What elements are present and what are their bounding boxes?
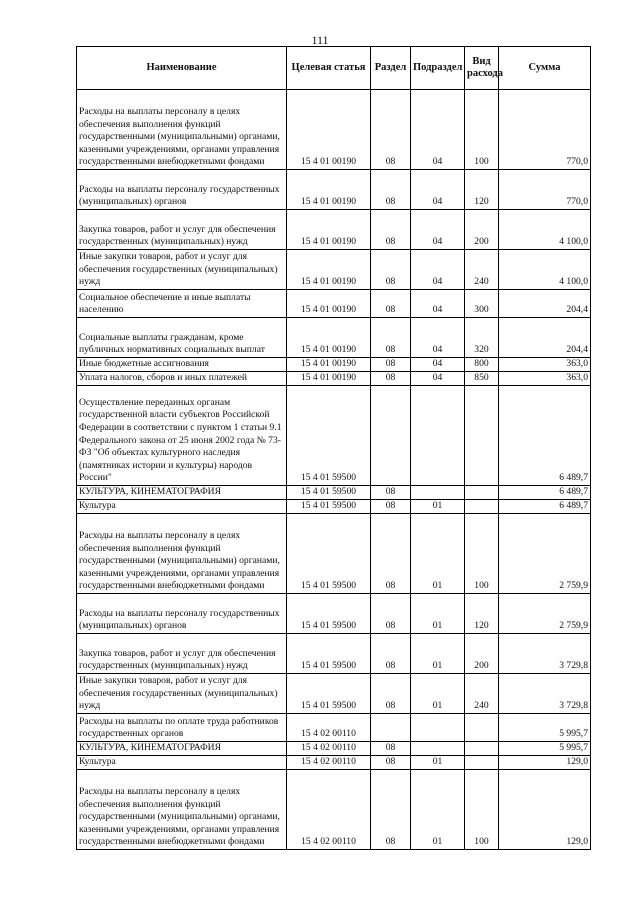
- header-sum: Сумма: [499, 47, 591, 90]
- cell-target-article: 15 4 01 00190: [287, 250, 371, 290]
- cell-name: Закупка товаров, работ и услуг для обеспечения государственных (муниципальных) нужд: [77, 210, 287, 250]
- table-row: [77, 250, 591, 290]
- cell-name: Культура: [77, 756, 287, 770]
- cell-sum: 6 489,7: [499, 386, 591, 486]
- cell-expense-type: 850: [465, 372, 499, 386]
- table-row: [77, 386, 591, 486]
- cell-expense-type: 800: [465, 358, 499, 372]
- cell-sum: 3 729,8: [499, 674, 591, 714]
- header-subsection: Подраздел: [411, 47, 465, 90]
- cell-subsection: 04: [411, 210, 465, 250]
- cell-target-article: 15 4 01 59500: [287, 500, 371, 514]
- budget-table: [76, 46, 591, 850]
- cell-name: Расходы на выплаты персоналу государственных (муниципальных) органов: [77, 170, 287, 210]
- cell-target-article: 15 4 01 59500: [287, 594, 371, 634]
- cell-name: Культура: [77, 500, 287, 514]
- cell-expense-type: [465, 742, 499, 756]
- cell-section: 08: [371, 210, 411, 250]
- table-row: [77, 290, 591, 318]
- cell-section: [371, 714, 411, 742]
- cell-sum: 4 100,0: [499, 250, 591, 290]
- cell-expense-type: 300: [465, 290, 499, 318]
- cell-name: КУЛЬТУРА, КИНЕМАТОГРАФИЯ: [77, 742, 287, 756]
- cell-target-article: 15 4 01 59500: [287, 634, 371, 674]
- cell-sum: 204,4: [499, 290, 591, 318]
- cell-subsection: [411, 742, 465, 756]
- cell-name: Расходы на выплаты персоналу в целях обеспечения выполнения функций государственными (муниципальными) органами, казенными учреждениями, органами управления государственными внебюджетными фондами: [77, 770, 287, 850]
- cell-sum: 6 489,7: [499, 500, 591, 514]
- cell-subsection: [411, 486, 465, 500]
- cell-name: Расходы на выплаты по оплате труда работников государственных органов: [77, 714, 287, 742]
- cell-expense-type: [465, 756, 499, 770]
- cell-section: 08: [371, 674, 411, 714]
- cell-sum: 5 995,7: [499, 742, 591, 756]
- cell-name: Расходы на выплаты персоналу в целях обеспечения выполнения функций государственными (муниципальными) органами, казенными учреждениями, органами управления государственными внебюджетными фондами: [77, 514, 287, 594]
- cell-target-article: 15 4 01 00190: [287, 290, 371, 318]
- table-header-row: [77, 47, 591, 90]
- cell-target-article: 15 4 02 00110: [287, 714, 371, 742]
- table-row: [77, 318, 591, 358]
- cell-expense-type: 200: [465, 210, 499, 250]
- cell-section: 08: [371, 486, 411, 500]
- cell-target-article: 15 4 01 59500: [287, 514, 371, 594]
- cell-subsection: 04: [411, 290, 465, 318]
- table-row: [77, 714, 591, 742]
- cell-section: 08: [371, 250, 411, 290]
- cell-section: 08: [371, 318, 411, 358]
- cell-sum: 129,0: [499, 770, 591, 850]
- cell-section: [371, 386, 411, 486]
- cell-expense-type: [465, 714, 499, 742]
- cell-name: Уплата налогов, сборов и иных платежей: [77, 372, 287, 386]
- cell-section: 08: [371, 358, 411, 372]
- cell-subsection: 04: [411, 90, 465, 170]
- cell-sum: 4 100,0: [499, 210, 591, 250]
- cell-name: Иные закупки товаров, работ и услуг для обеспечения государственных (муниципальных) нужд: [77, 250, 287, 290]
- cell-sum: 770,0: [499, 170, 591, 210]
- header-section: Раздел: [371, 47, 411, 90]
- cell-subsection: 01: [411, 674, 465, 714]
- cell-target-article: 15 4 02 00110: [287, 756, 371, 770]
- cell-sum: 2 759,9: [499, 594, 591, 634]
- cell-name: Иные бюджетные ассигнования: [77, 358, 287, 372]
- cell-target-article: 15 4 02 00110: [287, 742, 371, 756]
- cell-target-article: 15 4 01 00190: [287, 210, 371, 250]
- header-expense-type: Вид расхода: [465, 47, 499, 90]
- cell-subsection: 01: [411, 634, 465, 674]
- cell-expense-type: [465, 386, 499, 486]
- cell-sum: 363,0: [499, 372, 591, 386]
- header-target-article: Целевая статья: [287, 47, 371, 90]
- cell-expense-type: 240: [465, 674, 499, 714]
- cell-sum: 2 759,9: [499, 514, 591, 594]
- cell-expense-type: 100: [465, 90, 499, 170]
- cell-expense-type: 200: [465, 634, 499, 674]
- cell-subsection: 01: [411, 514, 465, 594]
- cell-expense-type: 120: [465, 594, 499, 634]
- cell-subsection: 04: [411, 170, 465, 210]
- cell-target-article: 15 4 01 00190: [287, 90, 371, 170]
- cell-subsection: 04: [411, 372, 465, 386]
- cell-expense-type: 120: [465, 170, 499, 210]
- table-row: [77, 756, 591, 770]
- cell-section: 08: [371, 372, 411, 386]
- cell-sum: 3 729,8: [499, 634, 591, 674]
- table-row: [77, 770, 591, 850]
- cell-target-article: 15 4 02 00110: [287, 770, 371, 850]
- table-row: [77, 500, 591, 514]
- cell-name: Социальные выплаты гражданам, кроме публичных нормативных социальных выплат: [77, 318, 287, 358]
- cell-subsection: 04: [411, 358, 465, 372]
- cell-subsection: 04: [411, 250, 465, 290]
- cell-subsection: 04: [411, 318, 465, 358]
- cell-name: Осуществление переданных органам государственной власти субъектов Российской Федерации в соответствии с пунктом 1 статьи 9.1 Федерального закона от 25 июня 2002 года № 73-ФЗ "Об объектах культурного наследия (памятниках истории и культуры) народов России": [77, 386, 287, 486]
- cell-name: Закупка товаров, работ и услуг для обеспечения государственных (муниципальных) нужд: [77, 634, 287, 674]
- cell-expense-type: 100: [465, 514, 499, 594]
- header-name: Наименование: [77, 47, 287, 90]
- cell-sum: 363,0: [499, 358, 591, 372]
- cell-section: 08: [371, 514, 411, 594]
- table-row: [77, 594, 591, 634]
- cell-name: КУЛЬТУРА, КИНЕМАТОГРАФИЯ: [77, 486, 287, 500]
- cell-subsection: [411, 714, 465, 742]
- cell-expense-type: [465, 486, 499, 500]
- cell-expense-type: 320: [465, 318, 499, 358]
- cell-section: 08: [371, 500, 411, 514]
- cell-subsection: [411, 386, 465, 486]
- cell-section: 08: [371, 756, 411, 770]
- table-row: [77, 674, 591, 714]
- table-row: [77, 486, 591, 500]
- cell-subsection: 01: [411, 756, 465, 770]
- cell-sum: 129,0: [499, 756, 591, 770]
- table-row: [77, 170, 591, 210]
- cell-target-article: 15 4 01 00190: [287, 170, 371, 210]
- table-row: [77, 634, 591, 674]
- table-row: [77, 90, 591, 170]
- cell-target-article: 15 4 01 00190: [287, 372, 371, 386]
- cell-section: 08: [371, 634, 411, 674]
- cell-subsection: 01: [411, 770, 465, 850]
- cell-subsection: 01: [411, 500, 465, 514]
- cell-section: 08: [371, 290, 411, 318]
- table-row: [77, 372, 591, 386]
- cell-sum: 5 995,7: [499, 714, 591, 742]
- cell-sum: 770,0: [499, 90, 591, 170]
- cell-target-article: 15 4 01 00190: [287, 358, 371, 372]
- cell-section: 08: [371, 90, 411, 170]
- cell-sum: 6 489,7: [499, 486, 591, 500]
- cell-target-article: 15 4 01 00190: [287, 318, 371, 358]
- cell-section: 08: [371, 594, 411, 634]
- cell-expense-type: 100: [465, 770, 499, 850]
- table-row: [77, 514, 591, 594]
- table-row: [77, 210, 591, 250]
- table-row: [77, 742, 591, 756]
- cell-target-article: 15 4 01 59500: [287, 486, 371, 500]
- cell-section: 08: [371, 170, 411, 210]
- cell-target-article: 15 4 01 59500: [287, 386, 371, 486]
- table-row: [77, 358, 591, 372]
- cell-subsection: 01: [411, 594, 465, 634]
- cell-section: 08: [371, 742, 411, 756]
- cell-section: 08: [371, 770, 411, 850]
- cell-name: Расходы на выплаты персоналу государственных (муниципальных) органов: [77, 594, 287, 634]
- cell-sum: 204,4: [499, 318, 591, 358]
- cell-name: Расходы на выплаты персоналу в целях обеспечения выполнения функций государственными (муниципальными) органами, казенными учреждениями, органами управления государственными внебюджетными фондами: [77, 90, 287, 170]
- cell-target-article: 15 4 01 59500: [287, 674, 371, 714]
- page-number: 111: [311, 33, 329, 47]
- cell-name: Иные закупки товаров, работ и услуг для обеспечения государственных (муниципальных) нужд: [77, 674, 287, 714]
- cell-name: Социальное обеспечение и иные выплаты населению: [77, 290, 287, 318]
- cell-expense-type: 240: [465, 250, 499, 290]
- cell-expense-type: [465, 500, 499, 514]
